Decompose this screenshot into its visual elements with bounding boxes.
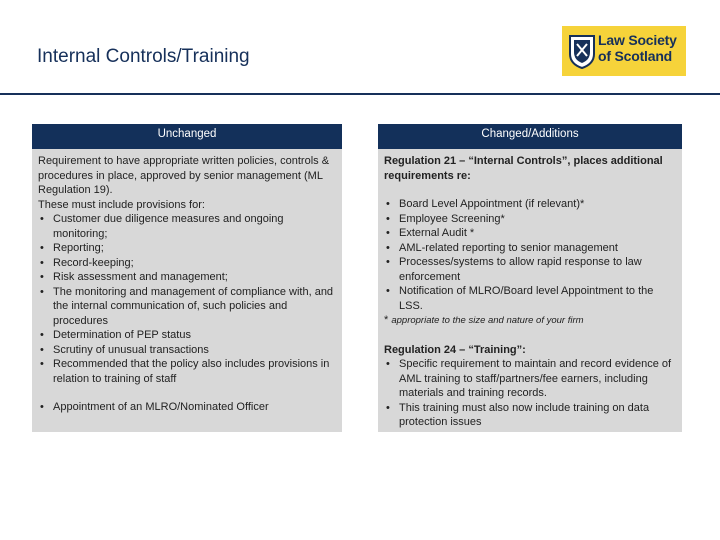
regulation-21-title: Regulation 21 – “Internal Controls”, places additional requirements re: (384, 155, 663, 182)
list-item: • Recommended that the policy also includes provisions in relation to training of staff (38, 357, 336, 386)
list-item: • The monitoring and management of compliance with, and the internal communication of, such policies and procedures (38, 285, 336, 329)
list-item: • Risk assessment and management; (38, 270, 336, 285)
footnote (384, 313, 676, 329)
list-item: • Record-keeping; (38, 256, 336, 271)
changed-body (378, 149, 682, 430)
crest-icon (568, 32, 596, 70)
header-divider (0, 93, 720, 95)
unchanged-final-list (38, 400, 336, 415)
logo-line-1: Law Society (598, 32, 677, 48)
list-item: • AML-related reporting to senior management (384, 241, 676, 256)
list-item: • Employee Screening* (384, 212, 676, 227)
footnote-star: * (384, 314, 389, 326)
unchanged-intro-2: These must include provisions for: (38, 198, 205, 211)
list-item: • Appointment of an MLRO/Nominated Officer (38, 400, 336, 415)
logo-text (598, 33, 677, 64)
list-item: • Scrutiny of unusual transactions (38, 343, 336, 358)
list-item: • This training must also now include training on data protection issues (384, 401, 676, 430)
list-item: • Determination of PEP status (38, 328, 336, 343)
list-item: • External Audit * (384, 226, 676, 241)
list-item: • Processes/systems to allow rapid response to law enforcement (384, 255, 676, 284)
unchanged-list (38, 212, 336, 386)
list-item: • Specific requirement to maintain and record evidence of AML training to staff/partners/fee earners, including materials and training records. (384, 357, 676, 401)
changed-heading: Changed/Additions (378, 124, 682, 149)
list-item: • Board Level Appointment (if relevant)* (384, 197, 676, 212)
unchanged-panel (32, 124, 342, 432)
page-title: Internal Controls/Training (37, 46, 250, 67)
unchanged-intro: Requirement to have appropriate written policies, controls & procedures in place, approved by senior management (ML Regulation 19). (38, 155, 330, 196)
changed-panel (378, 124, 682, 432)
law-society-logo (562, 26, 686, 76)
list-item: • Reporting; (38, 241, 336, 256)
logo-line-2: of Scotland (598, 47, 673, 64)
list-item: • Notification of MLRO/Board level Appointment to the LSS. (384, 284, 676, 313)
footnote-text: appropriate to the size and nature of your firm (391, 315, 584, 326)
unchanged-body (32, 149, 342, 415)
regulation-24-title: Regulation 24 – “Training”: (384, 343, 526, 356)
regulation-21-list (384, 197, 676, 313)
regulation-24-list (384, 357, 676, 430)
unchanged-heading: Unchanged (32, 124, 342, 149)
list-item: • Customer due diligence measures and ongoing monitoring; (38, 212, 336, 241)
